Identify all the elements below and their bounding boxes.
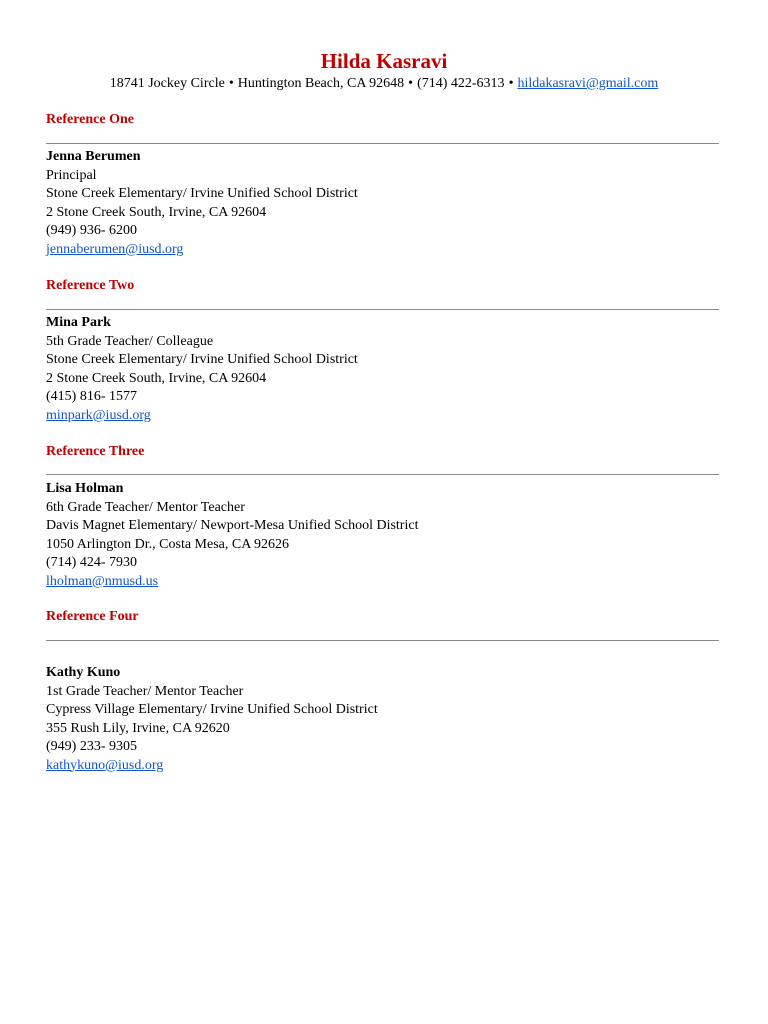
reference-heading: Reference One xyxy=(46,112,134,127)
separator-dot: • xyxy=(408,76,414,91)
reference-name: Kathy Kuno xyxy=(46,665,121,680)
reference-email-link[interactable]: minpark@iusd.org xyxy=(46,407,151,423)
reference-three-section xyxy=(46,443,719,589)
contact-line xyxy=(0,75,768,93)
reference-details xyxy=(46,664,719,775)
contact-phone: (714) 422-6313 xyxy=(417,76,505,91)
reference-heading: Reference Two xyxy=(46,278,135,293)
separator-dot: • xyxy=(508,76,514,91)
reference-name: Jenna Berumen xyxy=(46,149,141,164)
section-divider xyxy=(46,640,719,641)
reference-phone: (949) 233- 9305 xyxy=(46,739,137,754)
reference-email-link[interactable]: kathykuno@iusd.org xyxy=(46,757,164,773)
reference-details xyxy=(46,148,719,259)
reference-phone: (714) 424- 7930 xyxy=(46,555,137,570)
reference-title: 1st Grade Teacher/ Mentor Teacher xyxy=(46,683,244,699)
reference-title: 5th Grade Teacher/ Colleague xyxy=(46,333,214,349)
reference-address: 2 Stone Creek South, Irvine, CA 92604 xyxy=(46,370,267,386)
reference-phone: (949) 936- 6200 xyxy=(46,223,137,238)
reference-name: Mina Park xyxy=(46,315,111,330)
reference-email-link[interactable]: lholman@nmusd.us xyxy=(46,573,159,589)
reference-details xyxy=(46,314,719,425)
reference-heading: Reference Four xyxy=(46,609,139,624)
section-divider xyxy=(46,143,719,144)
reference-two-section xyxy=(46,277,719,423)
contact-city: Huntington Beach, CA 92648 xyxy=(237,76,405,91)
reference-organization: Stone Creek Elementary/ Irvine Unified School District xyxy=(46,352,358,367)
reference-organization: Stone Creek Elementary/ Irvine Unified School District xyxy=(46,186,358,201)
reference-address: 2 Stone Creek South, Irvine, CA 92604 xyxy=(46,204,267,220)
contact-email-link[interactable]: hildakasravi@gmail.com xyxy=(517,76,659,91)
reference-heading: Reference Three xyxy=(46,444,145,459)
applicant-name: Hilda Kasravi xyxy=(320,49,448,73)
reference-name: Lisa Holman xyxy=(46,481,124,496)
reference-address: 355 Rush Lily, Irvine, CA 92620 xyxy=(46,720,230,736)
reference-details xyxy=(46,480,719,591)
section-divider xyxy=(46,474,719,475)
reference-organization: Davis Magnet Elementary/ Newport-Mesa Unified School District xyxy=(46,518,419,533)
separator-dot: • xyxy=(228,76,234,91)
reference-organization: Cypress Village Elementary/ Irvine Unified School District xyxy=(46,702,378,717)
reference-one-section xyxy=(46,111,719,257)
reference-email-link[interactable]: jennaberumen@iusd.org xyxy=(46,241,184,257)
section-divider xyxy=(46,309,719,310)
reference-phone: (415) 816- 1577 xyxy=(46,389,137,404)
reference-four-section xyxy=(46,608,719,773)
reference-title: Principal xyxy=(46,167,97,183)
reference-address: 1050 Arlington Dr., Costa Mesa, CA 92626 xyxy=(46,536,290,552)
reference-title: 6th Grade Teacher/ Mentor Teacher xyxy=(46,499,245,515)
contact-address: 18741 Jockey Circle xyxy=(109,76,225,91)
